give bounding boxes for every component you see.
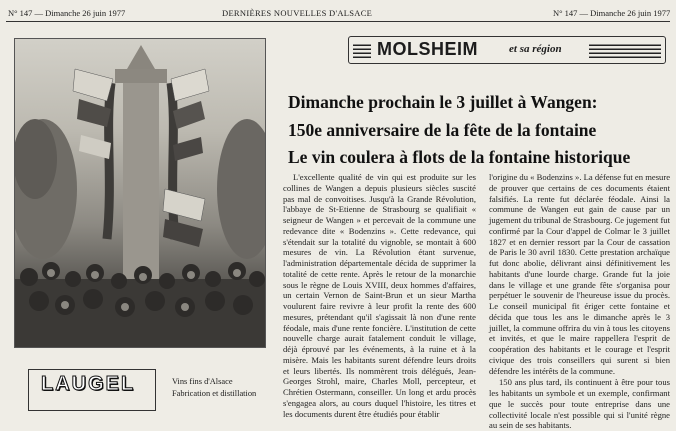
advertisement-name: LAUGEL (41, 373, 136, 395)
headline-line-2: 150e anniversaire de la fête de la fontaine (288, 120, 597, 140)
section-header-hatch-left (353, 42, 373, 58)
headline-line-1: Dimanche prochain le 3 juillet à Wangen: (288, 92, 598, 112)
section-title: MOLSHEIM (371, 39, 484, 60)
article-paragraph: l'origine du « Bodenzins ». La défense fut en mesure de prouver que certains de ces documents étaient falsifiés. La rente fut déclarée féodale. Ainsi la commune de Wangen eut gain de cause par un jugement du tribunal de Strasbourg. Ce jugement fut confirmé par la Cour d'appel de Colmar le 3 juillet 1827 et en dernier ressort par la Cour de cassation de Paris le 30 avril 1830. Cette prestation archaïque fut donc abolie, délivrant ainsi définitivement les habitants d'une lourde charge. Grande fut la joie dans le village et une grande fête s'organisa pour perpétuer le souvenir de l'heureuse issue du procès. Le conseil municipal fit ériger cette fontaine et décida que tous les ans le dimanche après le 3 juillet, la commune offrira du vin à tous les citoyens et invités, et que le maire rappellera l'esprit de coopération des habitants et le courage et l'esprit civique des trois conseillers qui surent si bien défendre les intérêts de la commune. (489, 172, 671, 376)
advertisement-line-1: Vins fins d'Alsace (172, 377, 233, 386)
header-issue-right: N° 147 — Dimanche 26 juin 1977 (553, 8, 671, 18)
section-subtitle: et sa région (505, 43, 566, 55)
article-column-2 (489, 172, 670, 431)
advertisement-text (172, 376, 262, 400)
header-rule (6, 21, 670, 22)
article-paragraph: L'excellente qualité de vin qui est produite sur les collines de Wangen a depuis plusieurs siècles suscité pas mal de convoitises. Jusqu'à la Grande Révolution, l'abbaye de St-Etienne de Strasbourg se qualifiait « seigneur de Wangen » et percevait de la commune une redevance dite « Bodenzins ». Cette redevance, qui s'étendait sur la totalité du vignoble, se montait à 600 mesures de vin. La Révolution étant survenue, l'administration départementale décida de supprimer la totalité de cette rente. Après le retour de la monarchie sous le règne de Louis XVIII, deux hommes d'affaires, un certain Vernon de Saint-Brun et un sieur Martha voulurent faire revivre à leur profit la rente des 600 mesures, prétendant qu'il s'agissait là non d'une rente féodale, mais d'une rente foncière. L'institution de cette nouvelle charge aurait fatalement conduit le village, déjà éprouvé par les événements, à la ruine et à la misère. Mais les habitants surent défendre leurs droits et leurs libertés. Ils nommèrent trois délégués, Jean-Georges Strohl, maire, Charles Moll, percepteur, et Chrétien Ostermann, conseiller. Un long et ardu procès s'engagea alors, au cours duquel l'histoire, les titres et les documents durent être étudiés pour établir (283, 172, 476, 419)
section-header-hatch-right (589, 42, 661, 58)
article-column-1 (283, 172, 476, 419)
article-paragraph: 150 ans plus tard, ils continuent à être pour tous les habitants un symbole et un exemple, confirmant que le succès pour toute entreprise dans une collectivité locale n'est possible qui si l'unité règne au sein de ses habitants. (489, 377, 670, 431)
fountain-photo (14, 38, 266, 348)
header-newspaper-name: DERNIÈRES NOUVELLES D'ALSACE (222, 8, 373, 18)
running-header (0, 4, 676, 20)
header-issue-left: N° 147 — Dimanche 26 juin 1977 (8, 8, 126, 18)
advertisement-line-2: Fabrication et distillation (172, 389, 257, 398)
advertisement-box (28, 369, 156, 411)
headline-line-3: Le vin coulera à flots de la fontaine historique (288, 147, 631, 167)
section-header-box (348, 36, 666, 64)
